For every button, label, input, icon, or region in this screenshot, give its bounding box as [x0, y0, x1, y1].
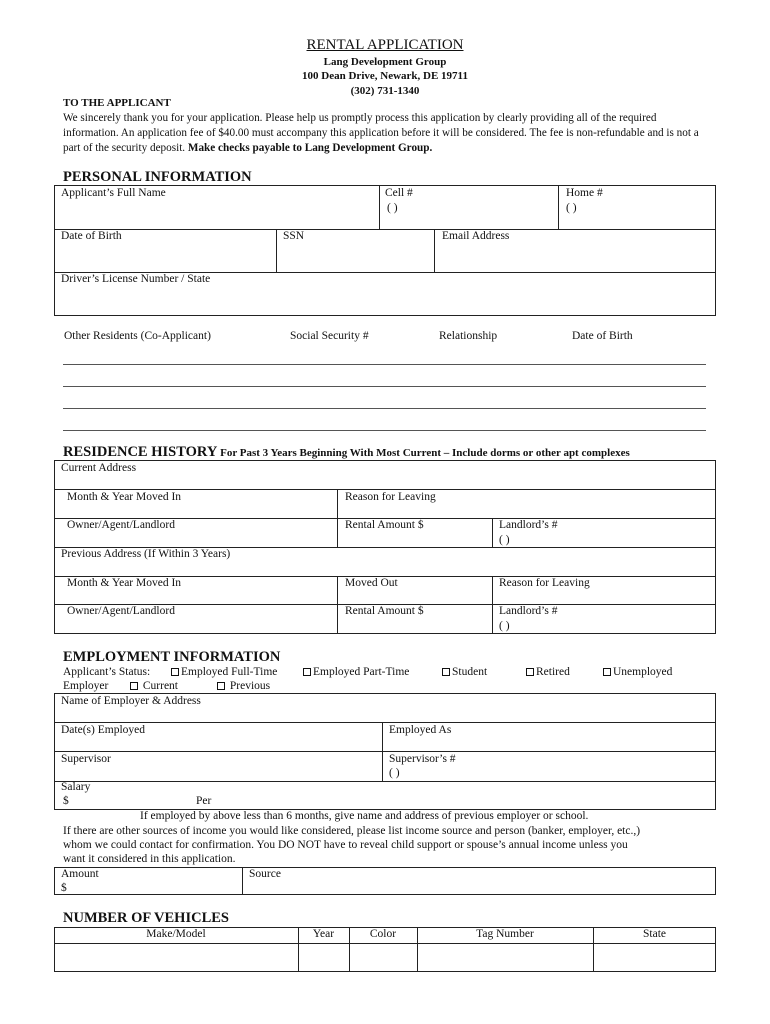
current-rent-field[interactable]: Rental Amount $	[345, 519, 424, 531]
status-part-time-checkbox[interactable]: Employed Part-Time	[303, 666, 409, 678]
vehicle-state-input[interactable]	[594, 944, 715, 971]
current-landlord-phone-field[interactable]: Landlord’s #	[499, 519, 558, 531]
company-phone: (302) 731-1340	[350, 85, 420, 97]
form-title: RENTAL APPLICATION	[306, 37, 464, 53]
employer-current-checkbox[interactable]: Current	[130, 680, 178, 692]
previous-owner-field[interactable]: Owner/Agent/Landlord	[67, 605, 175, 617]
email-field[interactable]: Email Address	[442, 230, 510, 242]
full-name-field[interactable]: Applicant’s Full Name	[61, 187, 166, 199]
previous-moved-in-field[interactable]: Month & Year Moved In	[67, 577, 182, 589]
vehicle-make-input[interactable]	[55, 944, 297, 971]
income-amount-dollar: $	[61, 882, 67, 894]
supervisor-phone-paren: ( )	[389, 767, 400, 779]
employment-section-title: EMPLOYMENT INFORMATION	[63, 649, 281, 665]
previous-address-field[interactable]: Previous Address (If Within 3 Years)	[61, 548, 231, 560]
current-reason-field[interactable]: Reason for Leaving	[345, 491, 436, 503]
employer-label: Employer	[63, 680, 109, 692]
resident-line-3[interactable]	[63, 408, 706, 409]
supervisor-phone-field[interactable]: Supervisor’s #	[389, 753, 456, 765]
intro-bold-note: Make checks payable to Lang Development Group.	[187, 142, 433, 154]
previous-rent-field[interactable]: Rental Amount $	[345, 605, 424, 617]
current-address-field[interactable]: Current Address	[61, 462, 137, 474]
vehicles-section-title: NUMBER OF VEHICLES	[63, 910, 229, 926]
employed-as-field[interactable]: Employed As	[389, 724, 452, 736]
residence-section-title: RESIDENCE HISTORY For Past 3 Years Beginning With Most Current – Include dorms or other apt complexes	[63, 444, 630, 460]
home-phone-field[interactable]: Home #	[566, 187, 603, 199]
dob-field[interactable]: Date of Birth	[61, 230, 122, 242]
current-moved-in-field[interactable]: Month & Year Moved In	[67, 491, 182, 503]
vehicle-col-tag: Tag Number	[476, 928, 534, 940]
intro-heading: TO THE APPLICANT	[63, 97, 171, 109]
current-landlord-paren: ( )	[499, 534, 510, 546]
vehicle-col-state: State	[643, 928, 666, 940]
residents-col-relationship: Relationship	[439, 330, 498, 342]
checkbox-icon	[442, 668, 450, 676]
status-unemployed-checkbox[interactable]: Unemployed	[603, 666, 672, 678]
vehicle-year-input[interactable]	[299, 944, 348, 971]
other-income-note-3: want it considered in this application.	[63, 853, 236, 865]
personal-section-title: PERSONAL INFORMATION	[63, 169, 252, 185]
cell-phone-field[interactable]: Cell #	[385, 187, 413, 199]
checkbox-icon	[303, 668, 311, 676]
previous-landlord-paren: ( )	[499, 620, 510, 632]
ssn-field[interactable]: SSN	[283, 230, 305, 242]
salary-field[interactable]: Salary	[61, 781, 91, 793]
residents-col-name: Other Residents (Co-Applicant)	[64, 330, 211, 342]
employer-name-field[interactable]: Name of Employer & Address	[61, 695, 201, 707]
checkbox-icon	[171, 668, 179, 676]
employer-previous-checkbox[interactable]: Previous	[217, 680, 270, 692]
home-phone-paren: ( )	[566, 202, 577, 214]
status-full-time-checkbox[interactable]: Employed Full-Time	[171, 666, 277, 678]
company-address: 100 Dean Drive, Newark, DE 19711	[302, 70, 468, 82]
residents-col-dob: Date of Birth	[572, 330, 633, 342]
company-name: Lang Development Group	[323, 56, 447, 68]
other-income-note-1: If there are other sources of income you would like considered, please list income source and person (banker, employer, etc.,)	[63, 825, 641, 837]
salary-per-field[interactable]: Per	[196, 795, 212, 807]
dates-employed-field[interactable]: Date(s) Employed	[61, 724, 145, 736]
previous-employer-note: If employed by above less than 6 months, give name and address of previous employer or school.	[140, 810, 589, 822]
vehicle-col-year: Year	[312, 928, 335, 940]
resident-line-1[interactable]	[63, 364, 706, 365]
other-income-table	[54, 867, 716, 895]
resident-line-2[interactable]	[63, 386, 706, 387]
checkbox-icon	[217, 682, 225, 690]
license-field[interactable]: Driver’s License Number / State	[61, 273, 211, 285]
supervisor-field[interactable]: Supervisor	[61, 753, 111, 765]
previous-landlord-phone-field[interactable]: Landlord’s #	[499, 605, 558, 617]
status-retired-checkbox[interactable]: Retired	[526, 666, 570, 678]
vehicle-color-input[interactable]	[350, 944, 416, 971]
status-label: Applicant’s Status:	[63, 666, 151, 678]
vehicle-col-color: Color	[369, 928, 397, 940]
status-student-checkbox[interactable]: Student	[442, 666, 487, 678]
residence-subtitle: For Past 3 Years Beginning With Most Current – Include dorms or other apt complexes	[217, 447, 630, 459]
cell-phone-paren: ( )	[387, 202, 398, 214]
residents-col-ssn: Social Security #	[290, 330, 369, 342]
previous-reason-field[interactable]: Reason for Leaving	[499, 577, 590, 589]
current-owner-field[interactable]: Owner/Agent/Landlord	[67, 519, 175, 531]
intro-text: We sincerely thank you for your application. Please help us promptly process this application by clearly providing all of the required information. An application fee of $40.00 must accompany this application before it will be considered. The fee is non-refundable and is not a part of the security deposit. Make checks payable to Lang Development Group.	[63, 112, 699, 154]
income-source-field[interactable]: Source	[249, 868, 281, 880]
previous-moved-out-field[interactable]: Moved Out	[345, 577, 398, 589]
checkbox-icon	[526, 668, 534, 676]
income-amount-field[interactable]: Amount	[61, 868, 99, 880]
checkbox-icon	[603, 668, 611, 676]
resident-line-4[interactable]	[63, 430, 706, 431]
vehicle-col-make: Make/Model	[146, 928, 206, 940]
checkbox-icon	[130, 682, 138, 690]
salary-dollar: $	[63, 795, 69, 807]
other-income-note-2: whom we could contact for confirmation. You DO NOT have to reveal child support or spouse’s annual income unless you	[63, 839, 628, 851]
vehicle-tag-input[interactable]	[418, 944, 592, 971]
personal-info-table	[54, 185, 716, 316]
